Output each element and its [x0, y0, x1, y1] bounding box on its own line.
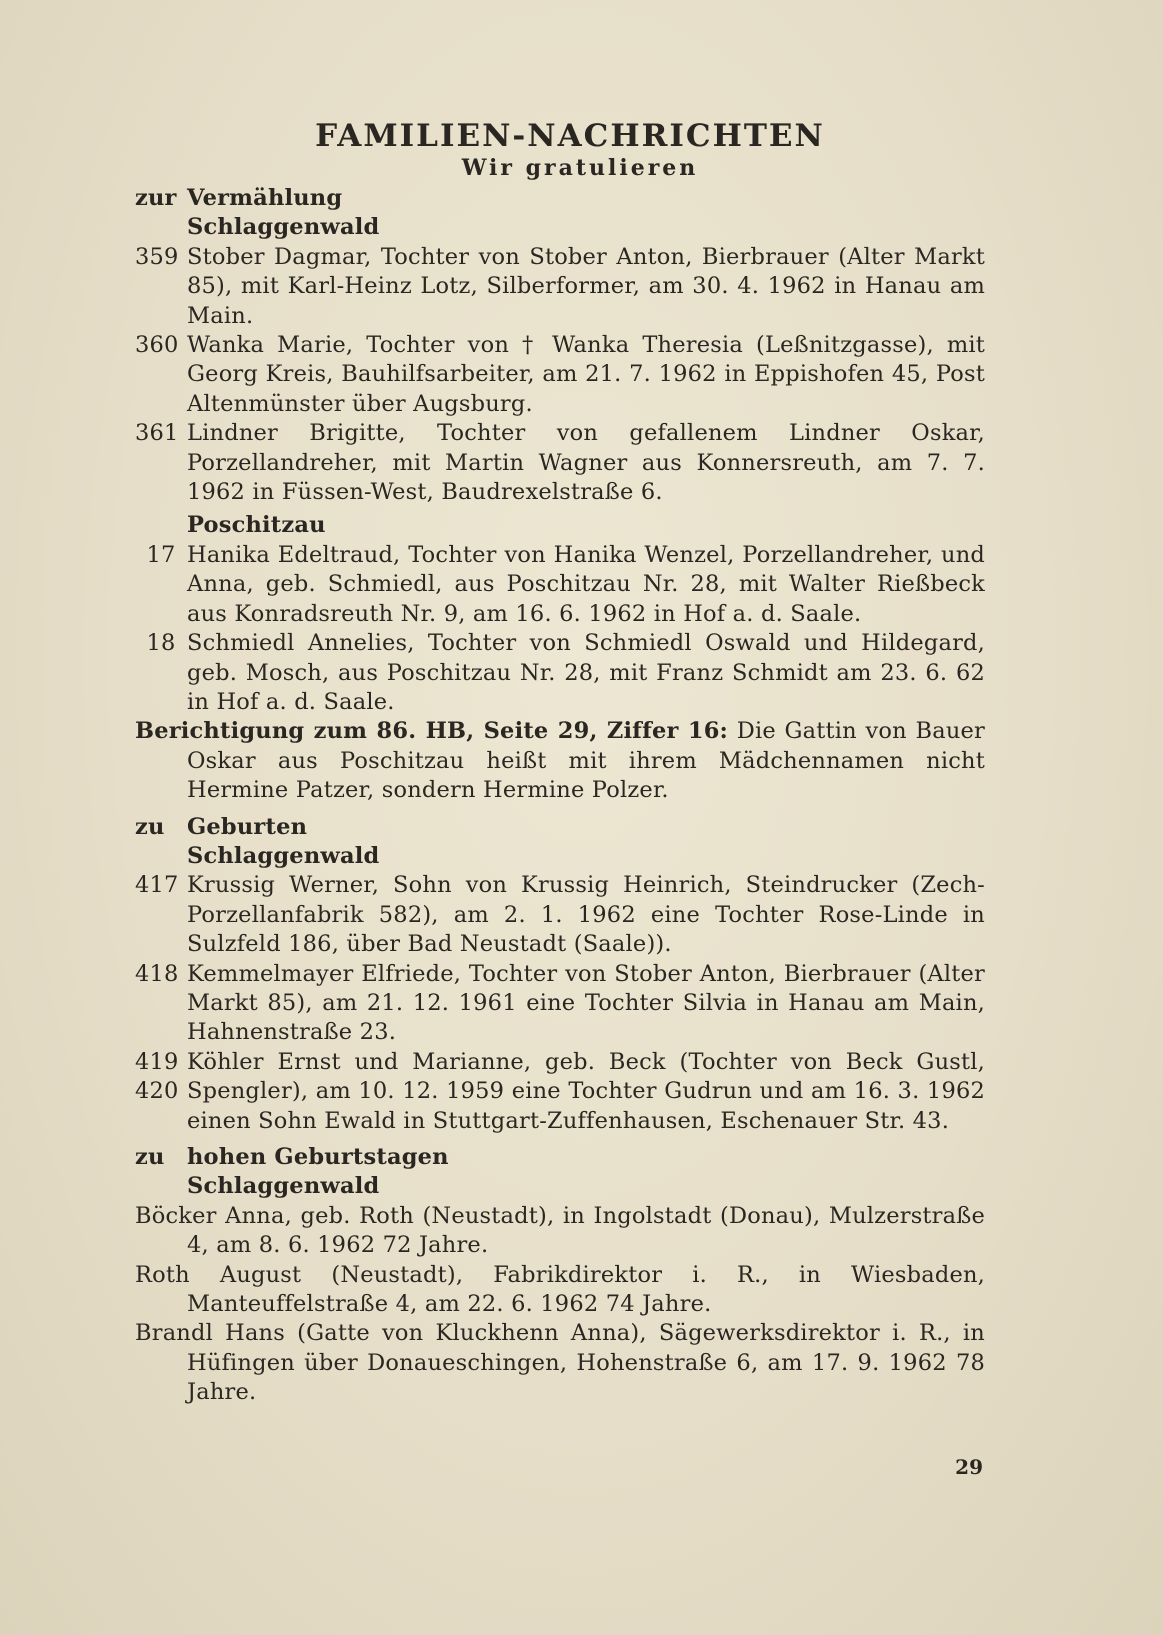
list-item — [135, 1048, 985, 1136]
correction-note — [135, 717, 985, 805]
page-number: 29 — [955, 1455, 983, 1479]
entry-number: 419 420 — [135, 1048, 179, 1105]
list-item — [135, 541, 985, 629]
list-item — [135, 331, 985, 419]
section-title: Vermählung — [187, 185, 343, 211]
section-prefix: zu — [135, 1144, 165, 1170]
correction-label: Berichtigung zum 86. HB, Seite 29, Ziffer 16: — [135, 718, 729, 745]
entry-text: Wanka Marie, Tochter von † Wanka Theresia (Leßnitzgasse), mit Georg Kreis, Bauhilfsarbeiter, am 21. 7. 1962 in Eppishofen 45, Post Altenmünster über Augsburg. — [187, 332, 985, 417]
list-item — [135, 419, 985, 507]
list-item — [135, 243, 985, 331]
place-heading: Schlaggenwald — [187, 214, 380, 241]
place-heading: Poschitzau — [187, 512, 326, 539]
entry-number: 361 — [135, 420, 179, 447]
entry-text: Stober Dagmar, Tochter von Stober Anton, Bierbrauer (Alter Markt 85), mit Karl-Heinz Lotz, Silberformer, am 30. 4. 1962 in Hanau am Main. — [187, 243, 985, 329]
entry-number: 18 — [146, 630, 176, 657]
list-item — [135, 629, 985, 717]
entry-text: Kemmelmayer Elfriede, Tochter von Stober Anton, Bierbrauer (Alter Markt 85), am 21. 12. 1961 eine Tochter Silvia in Hanau am Main, Hahnenstraße 23. — [187, 960, 985, 1046]
entry-number: 418 — [135, 960, 179, 987]
entry-text: Schmiedl Annelies, Tochter von Schmiedl Oswald und Hildegard, geb. Mosch, aus Poschitzau Nr. 28, mit Franz Schmidt am 23. 6. 62 in Hof a. d. Saale. — [187, 630, 985, 715]
place-heading: Schlaggenwald — [187, 1173, 380, 1200]
place-heading: Schlaggenwald — [187, 842, 380, 869]
entry-number: 360 — [135, 332, 179, 359]
correction-text: Die Gattin von Bauer Oskar aus Poschitzau heißt mit ihrem Mädchennamen nicht Hermine Patzer, sondern Hermine Polzer. — [187, 718, 985, 804]
section-title: hohen Geburtstagen — [187, 1144, 449, 1170]
entry-number: 17 — [146, 541, 176, 568]
list-item: Böcker Anna, geb. Roth (Neustadt), in Ingolstadt (Donau), Mulzerstraße 4, am 8. 6. 1962 72 Jahre. — [135, 1202, 985, 1259]
section-heading-geburten — [135, 813, 985, 842]
entry-text: Krussig Werner, Sohn von Krussig Heinrich, Steindrucker (Zech-Porzellanfabrik 582), am 2. 1. 1962 eine Tochter Rose-Linde in Sulzfeld 186, über Bad Neustadt (Saale)). — [187, 872, 985, 958]
page-subtitle: Wir gratulieren — [461, 155, 699, 181]
entry-number: 417 — [135, 872, 179, 899]
page-title: FAMILIEN-NACHRICHTEN — [315, 118, 825, 154]
entry-text: Lindner Brigitte, Tochter von gefallenem Lindner Oskar, Porzellandreher, mit Martin Wagner aus Konnersreuth, am 7. 7. 1962 in Füssen-West, Baudrexelstraße 6. — [187, 420, 985, 506]
list-item: Roth August (Neustadt), Fabrikdirektor i. R., in Wiesbaden, Manteuffelstraße 4, am 22. 6. 1962 74 Jahre. — [135, 1261, 985, 1318]
section-heading-geburtstage — [135, 1143, 985, 1172]
section-title: Geburten — [187, 813, 308, 840]
list-item — [135, 871, 985, 959]
section-prefix: zu — [135, 813, 165, 840]
entry-text: Köhler Ernst und Marianne, geb. Beck (Tochter von Beck Gustl, Spengler), am 10. 12. 1959 eine Tochter Gudrun und am 16. 3. 1962 einen Sohn Ewald in Stuttgart-Zuffenhausen, Eschenauer Str. 43. — [187, 1048, 985, 1134]
section-heading-vermaehlung — [135, 184, 985, 213]
entry-number: 359 — [135, 243, 179, 270]
list-item: Brandl Hans (Gatte von Kluckhenn Anna), Sägewerksdirektor i. R., in Hüfingen über Donaueschingen, Hohenstraße 6, am 17. 9. 1962 78 Jahre. — [135, 1320, 985, 1406]
list-item — [135, 960, 985, 1048]
page-content — [135, 118, 985, 1408]
entry-text: Hanika Edeltraud, Tochter von Hanika Wenzel, Porzellandreher, und Anna, geb. Schmiedl, aus Poschitzau Nr. 28, mit Walter Rießbeck aus Konradsreuth Nr. 9, am 16. 6. 1962 in Hof a. d. Saale. — [187, 541, 985, 627]
section-prefix: zur — [135, 185, 177, 211]
